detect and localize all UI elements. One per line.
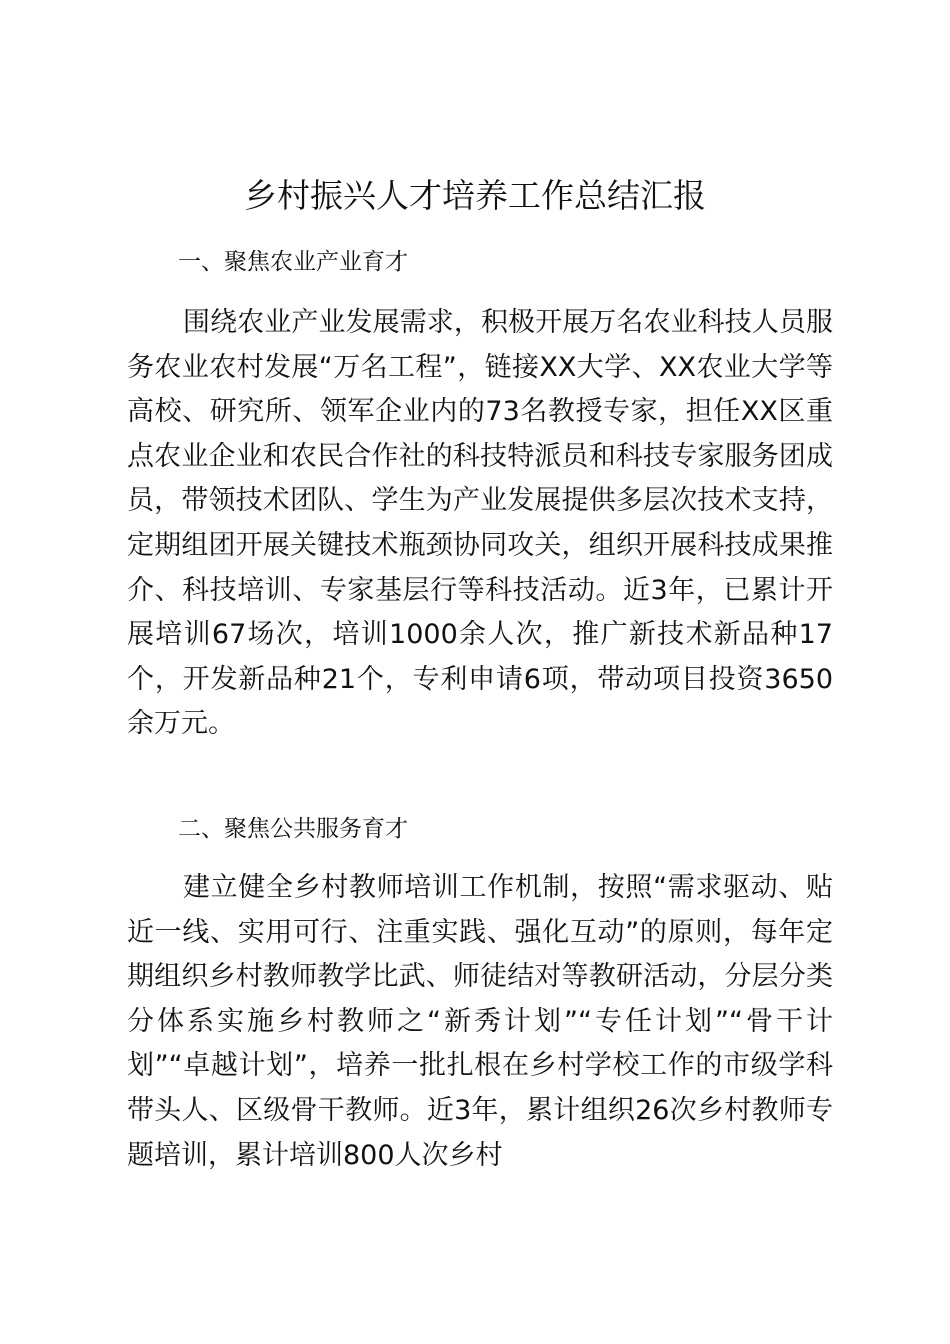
section-heading-agriculture: 一、聚焦农业产业育才	[178, 249, 408, 275]
section-paragraph-agriculture: 围绕农业产业发展需求，积极开展万名农业科技人员服务农业农村发展“万名工程”，链接XX大学、XX农业大学等高校、研究所、领军企业内的73名教授专家，担任XX区重点农业企业和农民合作社的科技特派员和科技专家服务团成员，带领技术团队、学生为产业发展提供多层次技术支持，定期组团开展关键技术瓶颈协同攻关，组织开展科技成果推介、科技培训、专家基层行等科技活动。近3年，已累计开展培训67场次，培训1000余人次，推广新技术新品种17个，开发新品种21个，专利申请6项，带动项目投资3650余万元。	[127, 307, 833, 740]
section-paragraph-public-service: 建立健全乡村教师培训工作机制，按照“需求驱动、贴近一线、实用可行、注重实践、强化互动”的原则，每年定期组织乡村教师教学比武、师徒结对等教研活动，分层分类分体系实施乡村教师之“新秀计划”“专任计划”“骨干计划”“卓越计划”，培养一批扎根在乡村学校工作的市级学科带头人、区级骨干教师。近3年，累计组织26次乡村教师专题培训，累计培训800人次乡村	[127, 872, 833, 1171]
section-heading-public-service: 二、聚焦公共服务育才	[178, 816, 408, 842]
document-title: 乡村振兴人才培养工作总结汇报	[244, 176, 706, 215]
